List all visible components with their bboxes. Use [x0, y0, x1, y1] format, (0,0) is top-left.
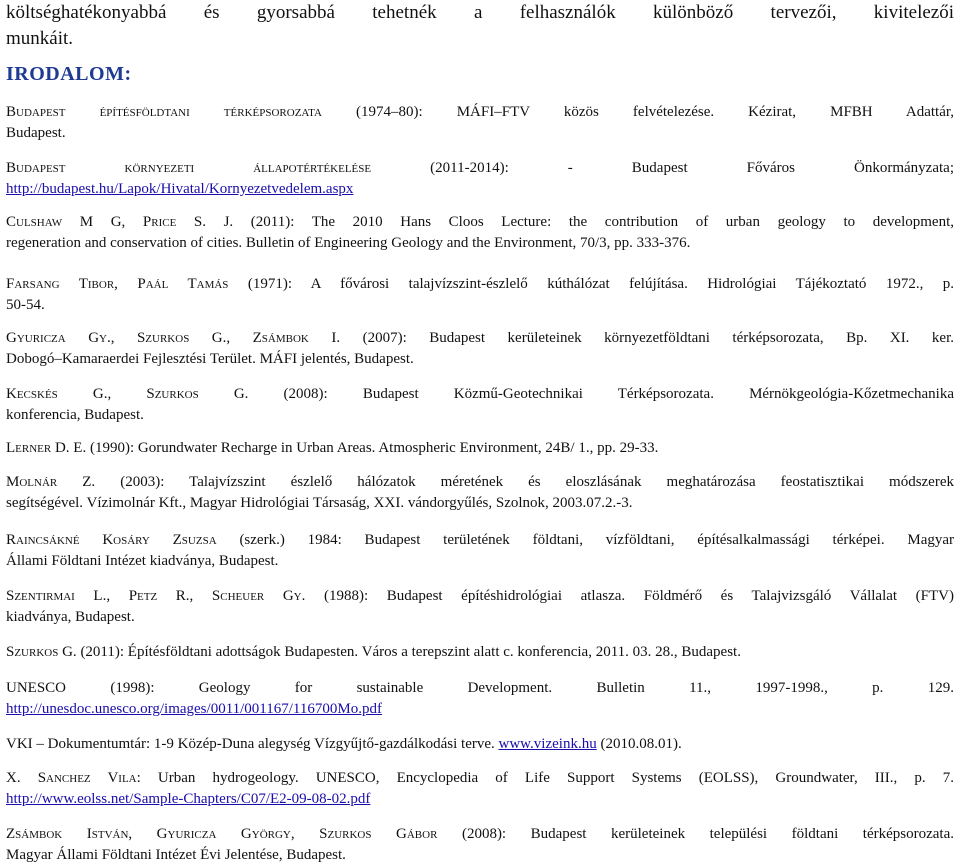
reference-authors: UNESCO: [6, 680, 67, 696]
reference-line: regeneration and conservation of cities. Bulletin of Engineering Geology and the Environment, 70/3, pp. 333-376.: [6, 235, 691, 251]
reference-entry: [6, 642, 954, 663]
reference-line: kiadványa, Budapest.: [6, 609, 135, 625]
reference-link[interactable]: http://budapest.hu/Lapok/Hivatal/Kornyezetvedelem.aspx: [6, 181, 354, 197]
reference-line: Dobogó–Kamaraerdei Fejlesztési Terület. MÁFI jelentés, Budapest.: [6, 351, 414, 367]
reference-entry: [6, 384, 954, 426]
reference-line: Magyar Állami Földtani Intézet Évi Jelentése, Budapest.: [6, 847, 346, 863]
reference-authors: X. Sanchez Vila:: [6, 770, 141, 786]
reference-entry: [6, 438, 954, 459]
reference-link[interactable]: http://www.eolss.net/Sample-Chapters/C07/E2-09-08-02.pdf: [6, 791, 371, 807]
reference-line: [6, 734, 954, 755]
reference-line: [6, 678, 954, 699]
reference-text: Urban hydrogeology. UNESCO, Encyclopedia of Life Support Systems (EOLSS), Groundwater, III., p. 7.: [140, 770, 954, 786]
reference-line: [6, 158, 954, 179]
reference-authors: Gyuricza Gy., Szurkos G., Zsámbok I.: [6, 330, 341, 346]
reference-entry: [6, 586, 954, 628]
reference-link[interactable]: http://unesdoc.unesco.org/images/0011/001167/116700Mo.pdf: [6, 701, 382, 717]
reference-text: (2011): The 2010 Hans Cloos Lecture: the contribution of urban geology to development,: [233, 214, 954, 230]
reference-authors: Raincsákné Kosáry Zsuzsa: [6, 532, 217, 548]
reference-text: (2008): Budapest kerületeinek települési földtani térképsorozata.: [437, 826, 954, 842]
reference-authors: Szentirmai L., Petz R., Scheuer Gy.: [6, 588, 306, 604]
intro-line-1: költséghatékonyabbá és gyorsabbá tehetnék a felhasználók különböző tervezői, kivitelezői: [6, 2, 954, 23]
reference-line: 50-54.: [6, 297, 45, 313]
reference-line: [6, 586, 954, 607]
reference-line: konferencia, Budapest.: [6, 407, 144, 423]
reference-text: (2010.08.01).: [596, 736, 682, 752]
reference-text: (1998): Geology for sustainable Development. Bulletin 11., 1997-1998., p. 129.: [66, 680, 954, 696]
reference-entry: [6, 734, 954, 755]
reference-line: [6, 472, 954, 493]
reference-authors: VKI: [6, 736, 33, 752]
intro-line-2: munkáit.: [6, 28, 74, 49]
reference-text: (2011-2014): - Budapest Főváros Önkormányzata;: [371, 160, 954, 176]
reference-line: [6, 274, 954, 295]
reference-inline-link[interactable]: www.vizeink.hu: [498, 736, 597, 752]
reference-entry: [6, 824, 954, 866]
reference-text: (szerk.) 1984: Budapest területének földtani, vízföldtani, építésalkalmassági térképei. Magyar: [216, 532, 955, 548]
reference-text: (2011): Építésföldtani adottságok Budapesten. Város a terepszint alatt c. konferencia, 2011. 03. 28., Budapest.: [76, 644, 741, 660]
reference-line: [6, 328, 954, 349]
reference-authors: Budapest környezeti állapotértékelése: [6, 160, 372, 176]
reference-entry: [6, 472, 954, 514]
reference-text: – Dokumentumtár: 1-9 Közép-Duna alegység Vízgyűjtő-gazdálkodási terve.: [32, 736, 499, 752]
reference-entry: [6, 274, 954, 316]
reference-entry: [6, 678, 954, 720]
reference-authors: Lerner D. E.: [6, 440, 87, 456]
reference-entry: [6, 328, 954, 370]
reference-line: [6, 530, 954, 551]
reference-authors: Farsang Tibor, Paál Tamás: [6, 276, 229, 292]
reference-entry: [6, 768, 954, 810]
reference-authors: Molnár Z.: [6, 474, 96, 490]
reference-line: [6, 102, 954, 123]
reference-authors: Kecskés G., Szurkos G.: [6, 386, 249, 402]
references-heading: IRODALOM:: [6, 63, 132, 85]
reference-line: [6, 642, 954, 663]
reference-authors: Culshaw M G, Price S. J.: [6, 214, 234, 230]
reference-authors: Zsámbok István, Gyuricza György, Szurkos Gábor: [6, 826, 438, 842]
reference-line: [6, 768, 954, 789]
reference-text: (1990): Gorundwater Recharge in Urban Areas. Atmospheric Environment, 24B/ 1., pp. 29-33.: [86, 440, 659, 456]
reference-text: (1988): Budapest építéshidrológiai atlasza. Földmérő és Talajvizsgáló Vállalat (FTV): [305, 588, 955, 604]
reference-line: Állami Földtani Intézet kiadványa, Budapest.: [6, 553, 279, 569]
reference-line: [6, 384, 954, 405]
reference-entry: [6, 158, 954, 200]
reference-authors: Szurkos G.: [6, 644, 77, 660]
reference-text: (2007): Budapest kerületeinek környezetföldtani térképsorozata, Bp. XI. ker.: [340, 330, 954, 346]
reference-entry: [6, 530, 954, 572]
reference-line: Budapest.: [6, 125, 66, 141]
reference-entry: [6, 212, 954, 254]
reference-entry: [6, 102, 954, 144]
reference-line: [6, 824, 954, 845]
reference-line: segítségével. Vízimolnár Kft., Magyar Hidrológiai Társaság, XXI. vándorgyűlés, Szolnok, 2003.07.2.-3.: [6, 495, 633, 511]
reference-authors: Budapest építésföldtani térképsorozata: [6, 104, 322, 120]
reference-text: (2008): Budapest Közmű-Geotechnikai Térképsorozata. Mérnökgeológia-Kőzetmechanika: [248, 386, 954, 402]
reference-text: (1974–80): MÁFI–FTV közös felvételezése. Kézirat, MFBH Adattár,: [321, 104, 954, 120]
reference-line: [6, 212, 954, 233]
reference-text: (1971): A fővárosi talajvízszint-észlelő kúthálózat felújítása. Hidrológiai Tájékoztató 1972., p.: [228, 276, 955, 292]
reference-text: (2003): Talajvízszint észlelő hálózatok méretének és eloszlásának meghatározása feostatisztikai módszerek: [95, 474, 954, 490]
reference-line: [6, 438, 954, 459]
